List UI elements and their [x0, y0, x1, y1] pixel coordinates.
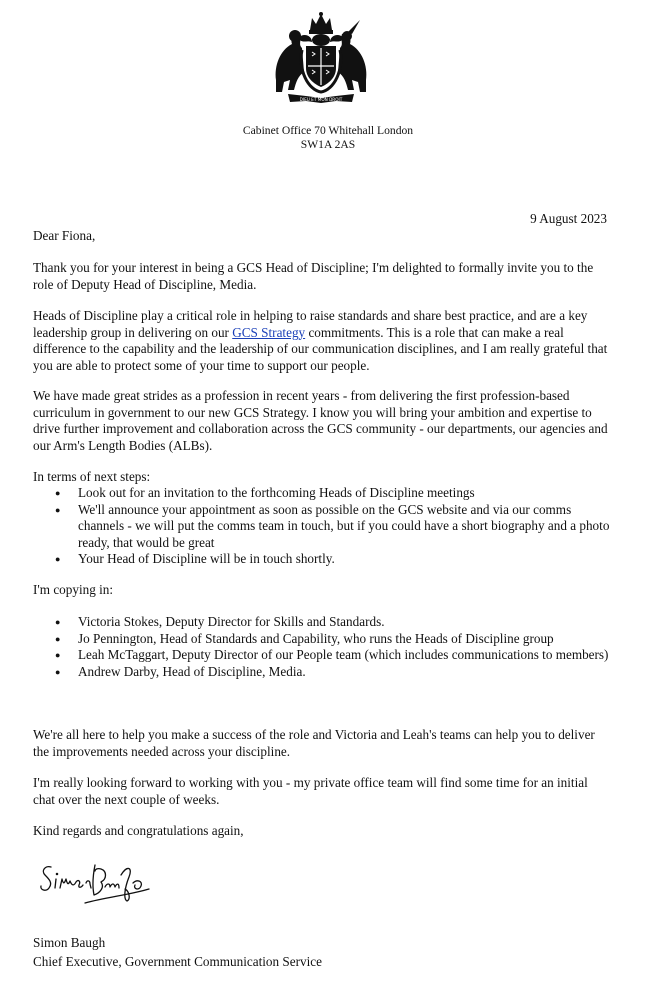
closing: Kind regards and congratulations again,	[33, 823, 244, 838]
copying-intro: I'm copying in:	[33, 582, 114, 597]
salutation: Dear Fiona,	[33, 228, 96, 243]
paragraph-text-after-link: commitments. This is a role that can make a real difference to the capability and the leadership of our communication disciplines, and I am really grateful that you are able to protect some of your time to support our people.	[33, 324, 608, 373]
gcs-strategy-link[interactable]: GCS Strategy	[232, 324, 306, 340]
paragraph-heads-of-discipline	[33, 308, 613, 374]
sender-address-line-2: SW1A 2AS	[300, 138, 356, 151]
list-item: ● Jo Pennington, Head of Standards and Capability, who runs the Heads of Discipline group	[33, 631, 613, 648]
list-item: ● Andrew Darby, Head of Discipline, Media.	[33, 664, 613, 681]
next-steps-intro: In terms of next steps:	[33, 469, 151, 484]
handwritten-signature	[37, 855, 155, 911]
sender-address-line-1: Cabinet Office 70 Whitehall London	[242, 124, 414, 137]
letter-date: 9 August 2023	[530, 211, 607, 226]
svg-text:DIEU ET MON DROIT: DIEU ET MON DROIT	[299, 97, 343, 102]
paragraph-invitation: Thank you for your interest in being a GCS Head of Discipline; I'm delighted to formally invite you to the role of Deputy Head of Discipline, Media.	[33, 260, 594, 292]
paragraph-help: We're all here to help you make a success of the role and Victoria and Leah's teams can help you to deliver the improvements needed across your discipline.	[33, 727, 595, 759]
paragraph-great-strides: We have made great strides as a profession in recent years - from delivering the first profession-based curriculum in government to our new GCS Strategy. I know you will bring your ambition and expertise to drive further improvement and collaboration across the GCS community - our departments, our agencies and our Arm's Length Bodies (ALBs).	[33, 388, 608, 453]
list-item: ● Your Head of Discipline will be in touch shortly.	[33, 551, 613, 568]
list-item: ● Leah McTaggart, Deputy Director of our People team (which includes communications to members)	[33, 647, 613, 664]
copying-list	[33, 614, 613, 680]
royal-coat-of-arms-logo	[268, 10, 374, 104]
next-steps-list	[33, 485, 613, 568]
paragraph-text-before-link: Heads of Discipline play a critical role in helping to raise standards and share best practice, and are a key leadership group in delivering on our	[33, 308, 588, 340]
paragraph-looking-forward: I'm really looking forward to working with you - my private office team will find some time for an initial chat over the next couple of weeks.	[33, 775, 588, 807]
list-item: ● Victoria Stokes, Deputy Director for Skills and Standards.	[33, 614, 613, 631]
signatory-name: Simon Baugh	[33, 935, 106, 950]
list-item: ● We'll announce your appointment as soon as possible on the GCS website and via our comms channels - we will put the comms team in touch, but if you could have a short biography and a photo ready, that would be great	[33, 502, 613, 552]
list-item: ● Look out for an invitation to the forthcoming Heads of Discipline meetings	[33, 485, 613, 502]
signatory-title: Chief Executive, Government Communication Service	[33, 954, 322, 969]
